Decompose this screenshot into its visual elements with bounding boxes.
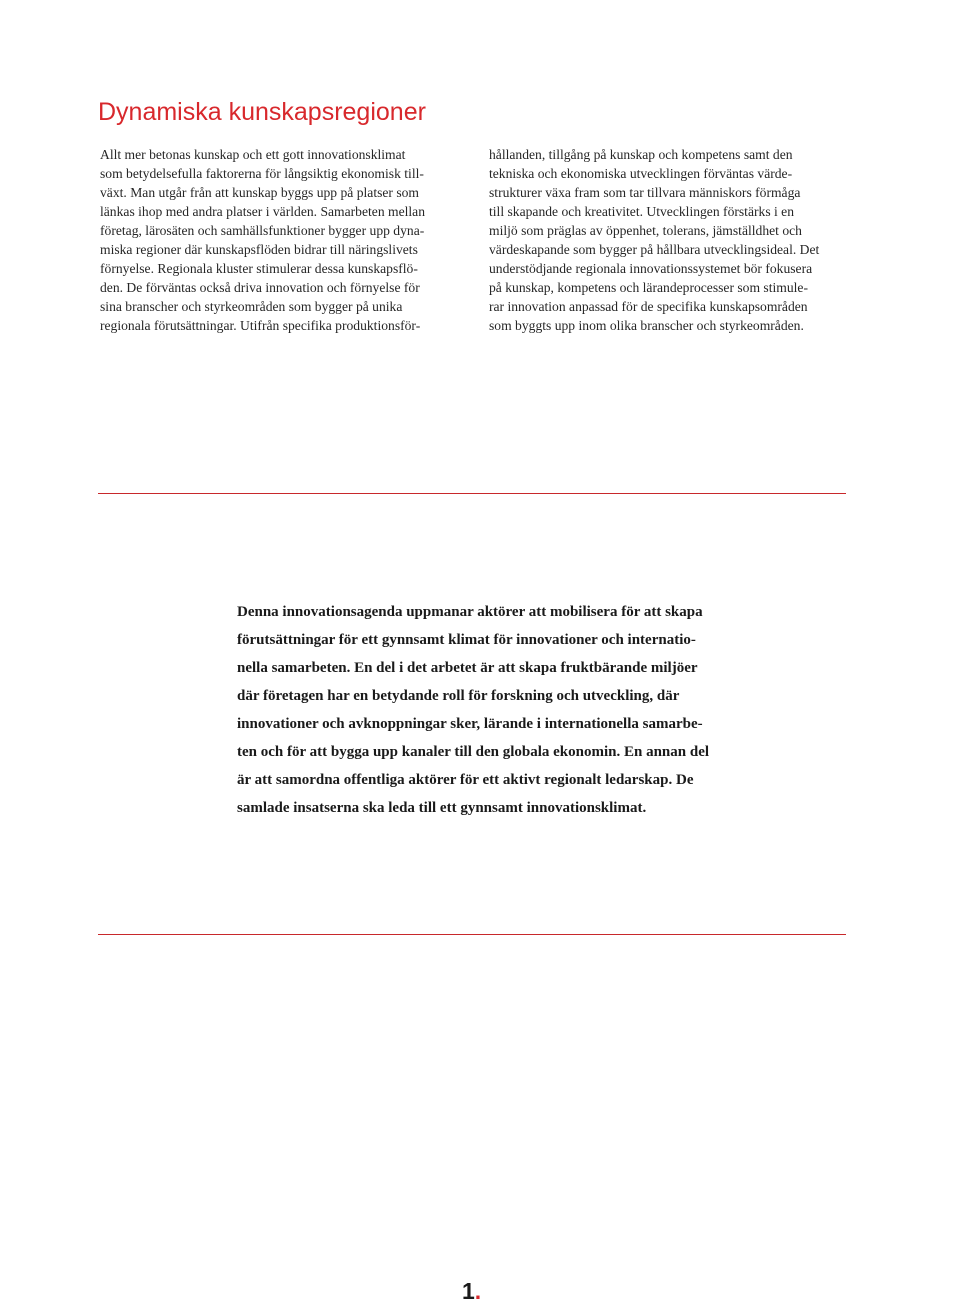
body-line: strukturer växa fram som tar tillvara människors förmåga — [489, 185, 801, 200]
quote-line: Denna innovationsagenda uppmanar aktörer att mobilisera för att skapa — [237, 604, 703, 620]
quote-line: förutsättningar för ett gynnsamt klimat för innovationer och internatio- — [237, 632, 696, 648]
quote-line: nella samarbeten. En del i det arbetet är att skapa fruktbärande miljöer — [237, 660, 698, 676]
quote-line: innovationer och avknoppningar sker, lärande i internationella samarbe- — [237, 716, 703, 732]
page-number — [462, 1277, 481, 1305]
body-line: växt. Man utgår från att kunskap byggs upp på platser som — [100, 185, 420, 200]
highlight-quote — [237, 598, 737, 822]
body-line: hållanden, tillgång på kunskap och kompetens samt den — [489, 147, 793, 162]
body-line: Allt mer betonas kunskap och ett gott innovationsklimat — [100, 147, 406, 162]
body-line: rar innovation anpassad för de specifika kunskapsområden — [489, 299, 808, 314]
body-line: företag, lärosäten och samhällsfunktioner bygger upp dyna- — [100, 223, 425, 238]
body-line: till skapande och kreativitet. Utvecklingen förstärks i en — [489, 204, 795, 219]
body-column-left — [100, 145, 470, 335]
quote-line: är att samordna offentliga aktörer för ett aktivt regionalt ledarskap. De — [237, 772, 694, 788]
divider-top — [98, 493, 846, 494]
body-line: sina branscher och styrkeområden som bygger på unika — [100, 299, 403, 314]
body-line: tekniska och ekonomiska utvecklingen förväntas värde- — [489, 166, 793, 181]
section-title: Dynamiska kunskapsregioner — [98, 98, 426, 126]
divider-bottom — [98, 934, 846, 935]
body-line: miljö som präglas av öppenhet, tolerans, jämställdhet och — [489, 223, 802, 238]
body-line: regionala förutsättningar. Utifrån specifika produktionsför- — [100, 318, 421, 333]
quote-line: samlade insatserna ska leda till ett gynnsamt innovationsklimat. — [237, 800, 647, 816]
page-number-dot: . — [474, 1278, 482, 1304]
body-line: länkas ihop med andra platser i världen. Samarbeten mellan — [100, 204, 426, 219]
quote-line: ten och för att bygga upp kanaler till den globala ekonomin. En annan del — [237, 744, 710, 760]
body-column-right — [489, 145, 859, 335]
body-line: på kunskap, kompetens och lärandeprocesser som stimule- — [489, 280, 808, 295]
page-number-value: 1 — [462, 1278, 475, 1304]
body-line: värdeskapande som bygger på hållbara utvecklingsideal. Det — [489, 242, 820, 257]
body-line: understödjande regionala innovationssystemet bör fokusera — [489, 261, 813, 276]
body-line: som betydelsefulla faktorerna för långsiktig ekonomisk till- — [100, 166, 424, 181]
body-line: miska regioner där kunskapsflöden bidrar till näringslivets — [100, 242, 418, 257]
quote-line: där företagen har en betydande roll för forskning och utveckling, där — [237, 688, 680, 704]
body-line: förnyelse. Regionala kluster stimulerar dessa kunskapsflö- — [100, 261, 418, 276]
body-line: som byggts upp inom olika branscher och styrkeområden. — [489, 318, 804, 333]
body-line: den. De förväntas också driva innovation och förnyelse för — [100, 280, 420, 295]
